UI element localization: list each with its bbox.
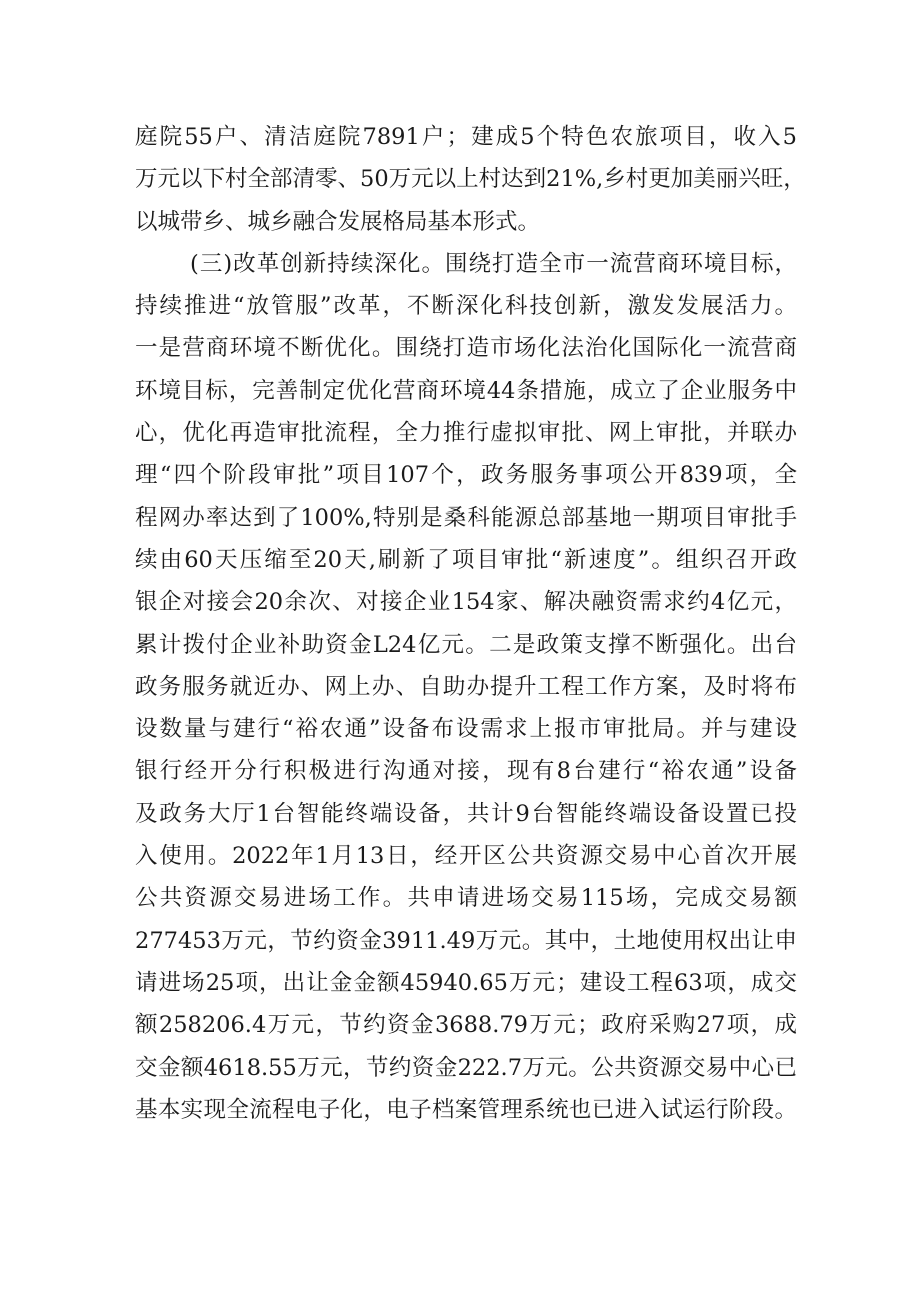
text-line: 公共资源交易进场工作。共申请进场交易115场，完成交易额 [135, 885, 797, 912]
body-text [135, 116, 806, 1131]
text-line: 以城带乡、城乡融合发展格局基本形式。 [135, 208, 541, 235]
text-line: 累计拨付企业补助资金L24亿元。二是政策支撑不断强化。出台 [135, 631, 797, 658]
text-line: 心，优化再造审批流程，全力推行虚拟审批、网上审批，并联办 [135, 420, 797, 447]
text-line: 额258206.4万元，节约资金3688.79万元；政府采购27项，成 [135, 1012, 797, 1039]
text-line: 程网办率达到了100%,特别是桑科能源总部基地一期项目审批手 [135, 504, 797, 531]
text-line: 及政务大厅1台智能终端设备，共计9台智能终端设备设置已投 [135, 800, 797, 827]
text-line: 一是营商环境不断优化。围绕打造市场化法治化国际化一流营商 [135, 335, 797, 362]
section-heading-line: (三)改革创新持续深化。围绕打造全市一流营商环境目标， [190, 250, 797, 277]
text-line: 银企对接会20余次、对接企业154家、解决融资需求约4亿元， [135, 589, 797, 616]
text-line: 庭院55户、清洁庭院7891户；建成5个特色农旅项目，收入5 [135, 124, 797, 150]
text-line: 银行经开分行积极进行沟通对接，现有8台建行“裕农通”设备 [135, 758, 797, 785]
text-line: 持续推进“放管服”改革，不断深化科技创新，激发发展活力。 [135, 293, 797, 320]
text-line: 环境目标，完善制定优化营商环境44条措施，成立了企业服务中 [135, 377, 797, 404]
text-line: 理“四个阶段审批”项目107个，政务服务事项公开839项，全 [135, 462, 797, 489]
text-line: 万元以下村全部清零、50万元以上村达到21%,乡村更加美丽兴旺， [135, 166, 806, 193]
text-line: 续由60天压缩至20天,刷新了项目审批“新速度”。组织召开政 [135, 546, 797, 573]
text-line: 设数量与建行“裕农通”设备布设需求上报市审批局。并与建设 [135, 716, 797, 743]
text-line: 入使用。2022年1月13日，经开区公共资源交易中心首次开展 [135, 843, 797, 870]
text-line: 交金额4618.55万元，节约资金222.7万元。公共资源交易中心已 [135, 1054, 797, 1081]
text-line: 政务服务就近办、网上办、自助办提升工程工作方案，及时将布 [135, 673, 797, 700]
text-line: 277453万元，节约资金3911.49万元。其中，土地使用权出让申 [135, 927, 797, 954]
text-line: 基本实现全流程电子化，电子档案管理系统也已进入试运行阶段。 [135, 1096, 797, 1123]
text-line: 请进场25项，出让金金额45940.65万元；建设工程63项，成交 [135, 969, 797, 996]
